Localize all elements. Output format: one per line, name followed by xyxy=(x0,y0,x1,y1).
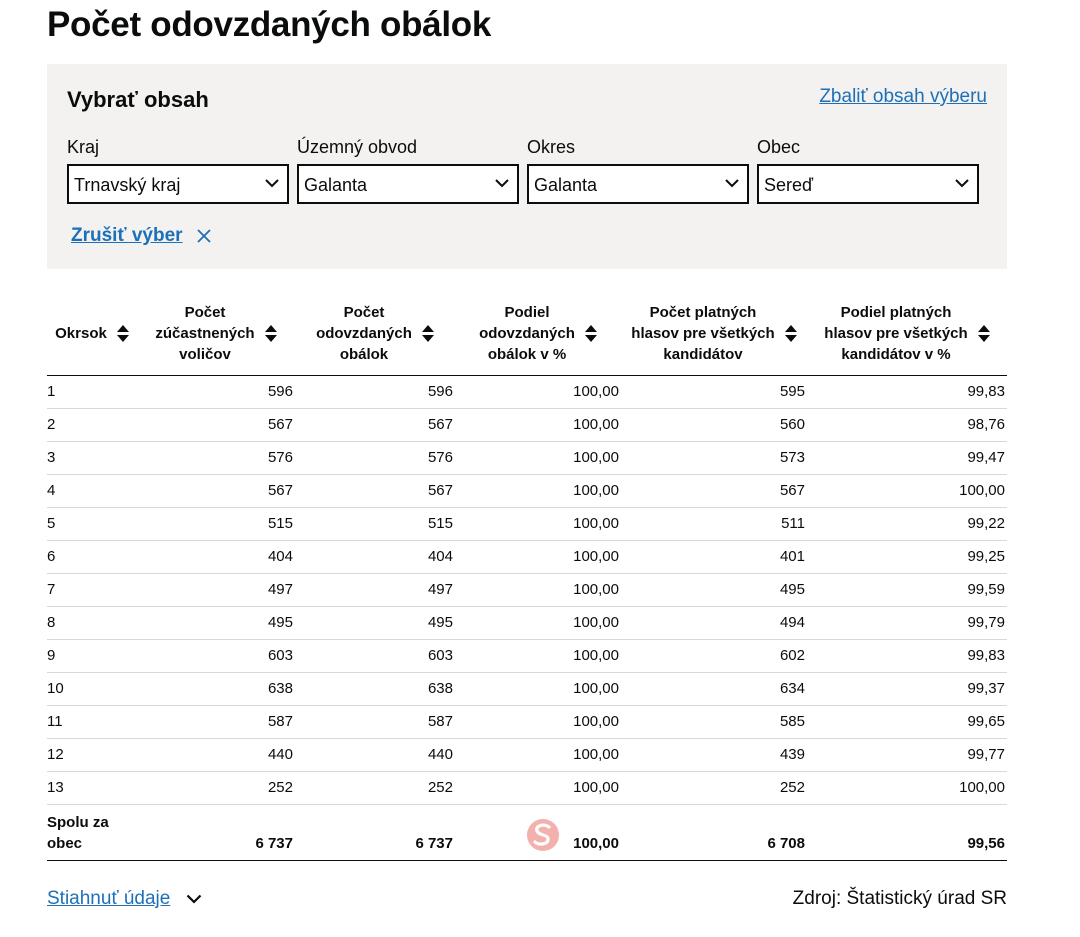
filter-panel-title: Vybrať obsah xyxy=(67,87,209,112)
value-cell: 252 xyxy=(621,772,807,805)
region-select-value: Trnavský kraj xyxy=(74,175,181,195)
sort-icon[interactable] xyxy=(785,325,797,342)
region-select[interactable] xyxy=(67,164,289,204)
value-cell: 99,79 xyxy=(807,607,1007,640)
total-value-cell: 6 737 xyxy=(137,805,295,861)
value-cell: 595 xyxy=(621,376,807,409)
column-header-4[interactable] xyxy=(621,294,807,376)
value-cell: 100,00 xyxy=(455,739,621,772)
precinct-cell: 9 xyxy=(47,640,137,673)
column-header-line: obálok v % xyxy=(487,346,567,363)
table-row xyxy=(47,574,1007,607)
district-label: Okres xyxy=(527,137,576,157)
value-cell: 99,22 xyxy=(807,508,1007,541)
value-cell: 515 xyxy=(137,508,295,541)
sort-icon[interactable] xyxy=(265,325,277,342)
territorial-district-select-value: Galanta xyxy=(304,175,368,195)
district-field xyxy=(527,135,749,204)
column-header-line: kandidátov v % xyxy=(841,346,951,363)
precinct-cell: 8 xyxy=(47,607,137,640)
value-cell: 404 xyxy=(137,541,295,574)
value-cell: 100,00 xyxy=(455,706,621,739)
chevron-down-icon xyxy=(955,179,969,188)
precinct-cell: 3 xyxy=(47,442,137,475)
value-cell: 440 xyxy=(295,739,455,772)
value-cell: 587 xyxy=(137,706,295,739)
total-label-cell xyxy=(47,805,137,861)
column-header-line: Podiel xyxy=(504,304,550,321)
precinct-cell: 5 xyxy=(47,508,137,541)
value-cell: 401 xyxy=(621,541,807,574)
value-cell: 602 xyxy=(621,640,807,673)
data-source-note: Zdroj: Štatistický úrad SR xyxy=(792,888,1007,909)
table-row xyxy=(47,475,1007,508)
chevron-down-icon[interactable] xyxy=(186,894,202,904)
territorial-district-field xyxy=(297,135,519,204)
value-cell: 100,00 xyxy=(455,508,621,541)
column-header-line: Počet xyxy=(184,304,226,321)
page-title: Počet odovzdaných obálok xyxy=(47,5,491,44)
column-header-label xyxy=(316,302,412,365)
municipality-select-value: Sereď xyxy=(764,175,814,195)
value-cell: 495 xyxy=(295,607,455,640)
value-cell: 100,00 xyxy=(455,376,621,409)
value-cell: 100,00 xyxy=(455,442,621,475)
value-cell: 567 xyxy=(621,475,807,508)
column-header-line: kandidátov xyxy=(663,346,743,363)
value-cell: 634 xyxy=(621,673,807,706)
table-row xyxy=(47,739,1007,772)
district-select[interactable] xyxy=(527,164,749,204)
value-cell: 497 xyxy=(295,574,455,607)
column-header-line: odovzdaných xyxy=(316,325,412,342)
column-header-line: hlasov pre všetkých xyxy=(824,325,968,342)
municipality-select[interactable] xyxy=(757,164,979,204)
value-cell: 99,83 xyxy=(807,640,1007,673)
value-cell: 100,00 xyxy=(455,475,621,508)
precinct-cell: 2 xyxy=(47,409,137,442)
column-header-0[interactable] xyxy=(47,294,137,376)
column-header-line: hlasov pre všetkých xyxy=(631,325,775,342)
value-cell: 573 xyxy=(621,442,807,475)
total-value-cell: 6 737 xyxy=(295,805,455,861)
sort-icon[interactable] xyxy=(422,325,434,342)
value-cell: 495 xyxy=(137,607,295,640)
chevron-down-icon xyxy=(725,179,739,188)
collapse-filter-link[interactable]: Zbaliť obsah výberu xyxy=(819,86,987,107)
value-cell: 100,00 xyxy=(455,574,621,607)
value-cell: 638 xyxy=(137,673,295,706)
table-row xyxy=(47,442,1007,475)
territorial-district-select[interactable] xyxy=(297,164,519,204)
value-cell: 100,00 xyxy=(455,607,621,640)
watermark-logo-icon xyxy=(524,817,562,853)
value-cell: 99,47 xyxy=(807,442,1007,475)
column-header-line: zúčastnených xyxy=(155,325,255,342)
region-field xyxy=(67,135,289,204)
value-cell: 99,77 xyxy=(807,739,1007,772)
value-cell: 596 xyxy=(137,376,295,409)
value-cell: 497 xyxy=(137,574,295,607)
value-cell: 494 xyxy=(621,607,807,640)
value-cell: 587 xyxy=(295,706,455,739)
clear-selection-link[interactable]: Zrušiť výber xyxy=(71,225,183,246)
precinct-cell: 1 xyxy=(47,376,137,409)
table-row xyxy=(47,706,1007,739)
value-cell: 567 xyxy=(137,409,295,442)
municipality-field xyxy=(757,135,979,204)
value-cell: 576 xyxy=(295,442,455,475)
sort-icon[interactable] xyxy=(585,325,597,342)
column-header-label xyxy=(479,302,575,365)
column-header-label xyxy=(824,302,967,365)
value-cell: 98,76 xyxy=(807,409,1007,442)
sort-icon[interactable] xyxy=(117,325,129,342)
value-cell: 99,83 xyxy=(807,376,1007,409)
value-cell: 511 xyxy=(621,508,807,541)
column-header-3[interactable] xyxy=(455,294,621,376)
column-header-line: Počet xyxy=(343,304,385,321)
precinct-cell: 11 xyxy=(47,706,137,739)
column-header-line: Počet platných xyxy=(649,304,757,321)
download-data-link[interactable]: Stiahnuť údaje xyxy=(47,888,171,909)
sort-icon[interactable] xyxy=(978,325,990,342)
column-header-line: Podiel platných xyxy=(840,304,952,321)
column-header-line: odovzdaných xyxy=(479,325,575,342)
value-cell: 567 xyxy=(295,409,455,442)
district-select-value: Galanta xyxy=(534,175,598,195)
table-row xyxy=(47,640,1007,673)
value-cell: 100,00 xyxy=(455,541,621,574)
value-cell: 404 xyxy=(295,541,455,574)
value-cell: 576 xyxy=(137,442,295,475)
precinct-cell: 10 xyxy=(47,673,137,706)
total-value-cell: 99,56 xyxy=(807,805,1007,861)
value-cell: 99,65 xyxy=(807,706,1007,739)
column-header-line: Okrsok xyxy=(55,325,107,342)
chevron-down-icon xyxy=(495,179,509,188)
column-header-label xyxy=(631,302,774,365)
value-cell: 603 xyxy=(137,640,295,673)
total-value-cell: 6 708 xyxy=(621,805,807,861)
value-cell: 515 xyxy=(295,508,455,541)
value-cell: 440 xyxy=(137,739,295,772)
value-cell: 99,37 xyxy=(807,673,1007,706)
value-cell: 252 xyxy=(137,772,295,805)
precinct-cell: 12 xyxy=(47,739,137,772)
value-cell: 585 xyxy=(621,706,807,739)
total-label-line: obec xyxy=(47,835,83,852)
table-row xyxy=(47,607,1007,640)
precinct-cell: 4 xyxy=(47,475,137,508)
close-icon[interactable] xyxy=(197,229,211,243)
value-cell: 638 xyxy=(295,673,455,706)
value-cell: 99,59 xyxy=(807,574,1007,607)
column-header-line: voličov xyxy=(179,346,231,363)
results-table xyxy=(47,294,1007,861)
table-body xyxy=(47,376,1007,861)
value-cell: 100,00 xyxy=(455,409,621,442)
value-cell: 567 xyxy=(137,475,295,508)
value-cell: 100,00 xyxy=(807,772,1007,805)
table-row xyxy=(47,772,1007,805)
total-value-cell: 100,00 xyxy=(455,805,621,861)
value-cell: 567 xyxy=(295,475,455,508)
precinct-cell: 13 xyxy=(47,772,137,805)
table-row xyxy=(47,673,1007,706)
region-label: Kraj xyxy=(67,137,100,157)
download-data-button[interactable] xyxy=(47,886,202,912)
value-cell: 100,00 xyxy=(455,772,621,805)
chevron-down-icon xyxy=(265,179,279,188)
column-header-5[interactable] xyxy=(807,294,1007,376)
value-cell: 100,00 xyxy=(807,475,1007,508)
value-cell: 100,00 xyxy=(455,640,621,673)
clear-selection-button[interactable] xyxy=(71,223,211,249)
value-cell: 603 xyxy=(295,640,455,673)
municipality-label: Obec xyxy=(757,137,801,157)
column-header-label xyxy=(155,302,254,365)
value-cell: 495 xyxy=(621,574,807,607)
column-header-line: obálok xyxy=(339,346,389,363)
table-row xyxy=(47,508,1007,541)
column-header-2[interactable] xyxy=(295,294,455,376)
value-cell: 596 xyxy=(295,376,455,409)
value-cell: 560 xyxy=(621,409,807,442)
precinct-cell: 7 xyxy=(47,574,137,607)
precinct-cell: 6 xyxy=(47,541,137,574)
table-row xyxy=(47,541,1007,574)
value-cell: 100,00 xyxy=(455,673,621,706)
filter-panel xyxy=(47,64,1007,269)
value-cell: 439 xyxy=(621,739,807,772)
value-cell: 99,25 xyxy=(807,541,1007,574)
table-row xyxy=(47,409,1007,442)
column-header-label xyxy=(55,323,107,344)
territorial-district-label: Územný obvod xyxy=(297,137,418,157)
total-label-line: Spolu za xyxy=(47,814,109,831)
table-header-row xyxy=(47,294,1007,376)
column-header-1[interactable] xyxy=(137,294,295,376)
value-cell: 252 xyxy=(295,772,455,805)
table-row xyxy=(47,376,1007,409)
